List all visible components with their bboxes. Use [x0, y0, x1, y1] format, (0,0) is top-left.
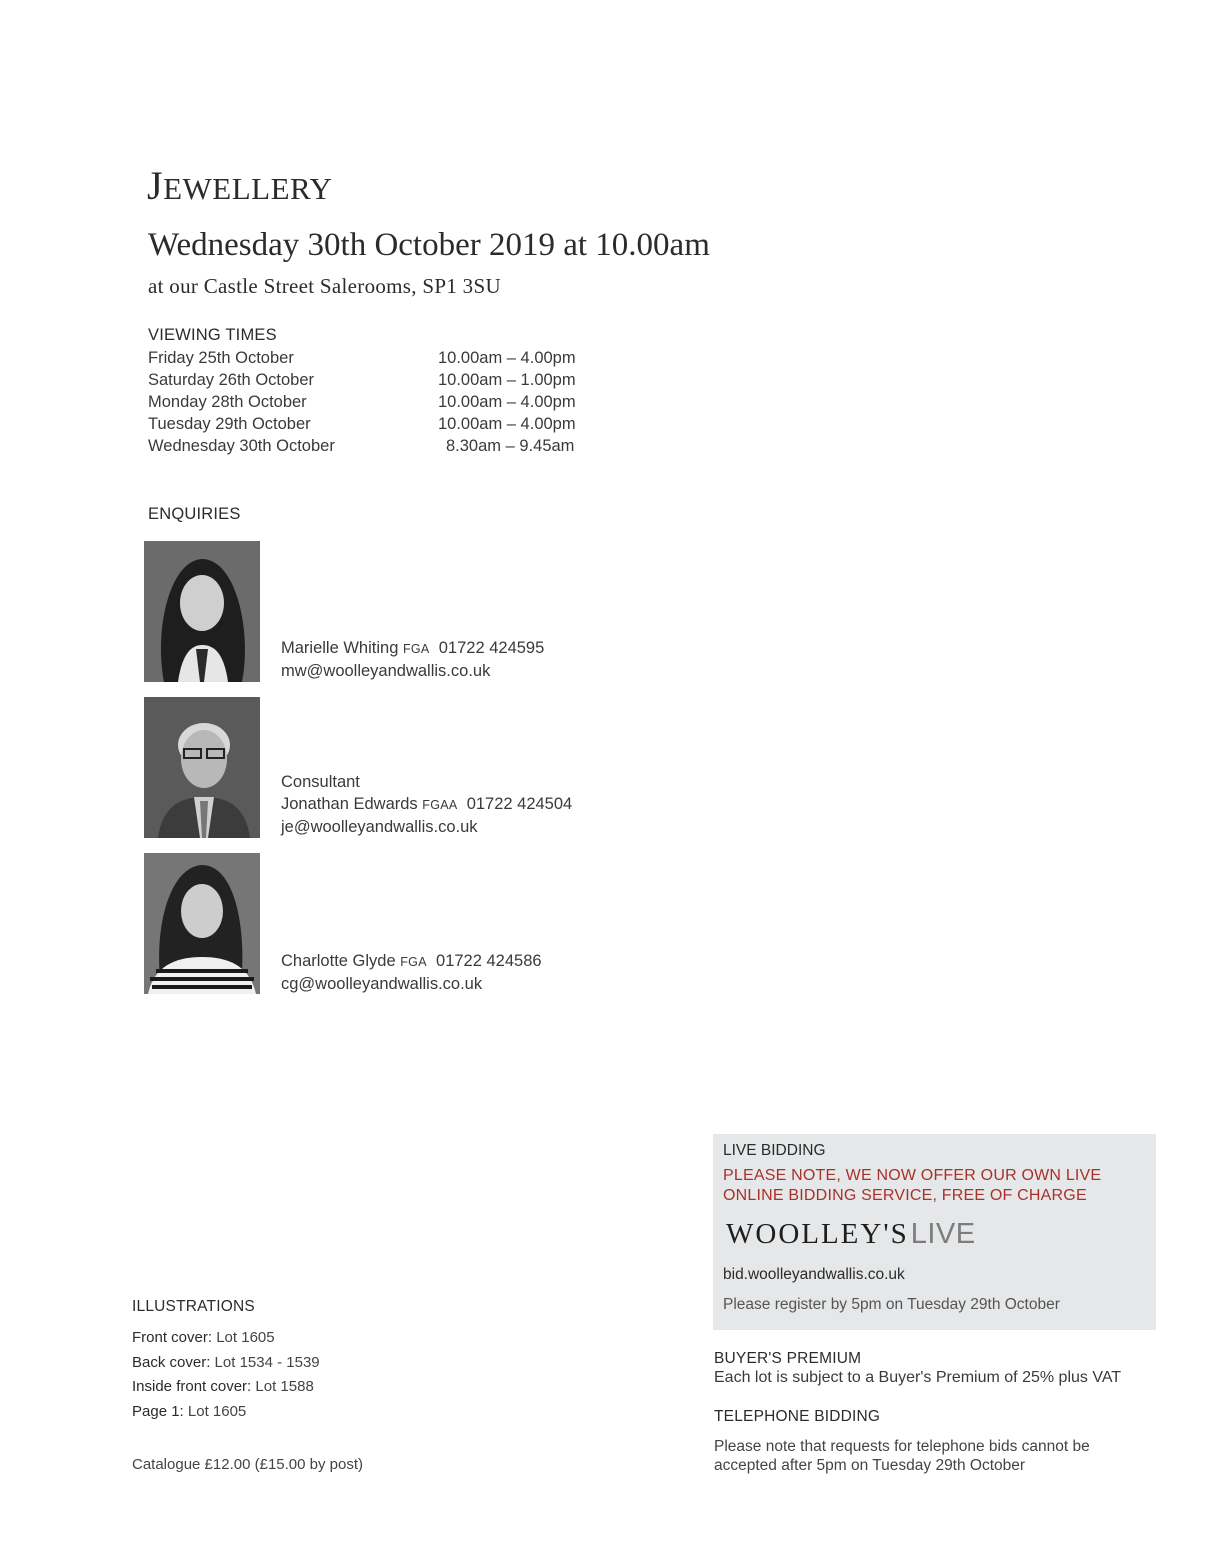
contact-phone[interactable]: 01722 424595	[438, 639, 545, 657]
contact-name: Charlotte Glyde	[281, 952, 396, 970]
telephone-bidding-heading: TELEPHONE BIDDING	[714, 1408, 881, 1425]
viewing-row: Monday 28th October 10.00am – 4.00pm	[148, 393, 576, 411]
list-item: Front cover: Lot 1605	[132, 1329, 275, 1346]
qualification: FGAA	[422, 798, 458, 812]
list-item: Page 1: Lot 1605	[132, 1402, 247, 1420]
viewing-row: Wednesday 30th October 8.30am – 9.45am	[148, 437, 575, 455]
telephone-bidding-text: Please note that requests for telephone bids cannot be accepted after 5pm on Tuesday 29th October	[714, 1438, 1090, 1474]
portrait-photo-icon	[144, 697, 260, 838]
contact-phone[interactable]: 01722 424586	[436, 952, 542, 970]
page-title: JEWELLERY	[147, 163, 333, 208]
live-bidding-register-note: Please register by 5pm on Tuesday 29th October	[723, 1296, 1060, 1313]
woolleys-live-logo: WOOLLEY'SLIVE	[726, 1218, 976, 1250]
sale-date: Wednesday 30th October 2019 at 10.00am	[148, 227, 710, 263]
portrait-photo-icon	[144, 853, 260, 994]
illustrations-list	[132, 1326, 320, 1424]
contact-email[interactable]: cg@woolleyandwallis.co.uk	[281, 975, 483, 993]
contact-name: Jonathan Edwards	[281, 795, 418, 813]
avatar	[144, 541, 260, 682]
illustrations-heading: ILLUSTRATIONS	[132, 1298, 255, 1315]
live-bidding-notice: PLEASE NOTE, WE NOW OFFER OUR OWN LIVE ONLINE BIDDING SERVICE, FREE OF CHARGE	[723, 1167, 1102, 1204]
avatar	[144, 697, 260, 838]
live-bidding-panel	[713, 1134, 1156, 1330]
contact-name: Marielle Whiting	[281, 639, 399, 657]
venue: at our Castle Street Salerooms, SP1 3SU	[148, 274, 501, 298]
contact-jonathan	[281, 771, 572, 838]
list-item: Back cover: Lot 1534 - 1539	[132, 1353, 320, 1371]
catalogue-price: Catalogue £12.00 (£15.00 by post)	[132, 1456, 363, 1473]
qualification: FGA	[402, 642, 430, 656]
contact-marielle	[281, 637, 544, 682]
viewing-row: Tuesday 29th October 10.00am – 4.00pm	[148, 415, 576, 433]
avatar	[144, 853, 260, 994]
contact-charlotte	[281, 950, 542, 995]
live-bidding-heading: LIVE BIDDING	[723, 1142, 826, 1159]
qualification: FGA	[400, 955, 427, 969]
list-item: Inside front cover: Lot 1588	[132, 1378, 314, 1395]
viewing-row: Saturday 26th October 10.00am – 1.00pm	[148, 371, 576, 389]
portrait-photo-icon	[144, 541, 260, 682]
buyers-premium-text: Each lot is subject to a Buyer's Premium of 25% plus VAT	[714, 1369, 1122, 1386]
buyers-premium-heading: BUYER'S PREMIUM	[714, 1350, 862, 1367]
contact-phone[interactable]: 01722 424504	[466, 795, 573, 813]
contact-email[interactable]: je@woolleyandwallis.co.uk	[281, 818, 478, 836]
viewing-row: Friday 25th October 10.00am – 4.00pm	[148, 349, 576, 367]
viewing-times-list	[148, 347, 608, 457]
live-bidding-url[interactable]: bid.woolleyandwallis.co.uk	[723, 1266, 905, 1283]
contact-role: Consultant	[281, 773, 360, 791]
enquiries-heading: ENQUIRIES	[148, 505, 241, 523]
viewing-times-heading: VIEWING TIMES	[148, 326, 277, 344]
contact-email[interactable]: mw@woolleyandwallis.co.uk	[281, 662, 491, 680]
